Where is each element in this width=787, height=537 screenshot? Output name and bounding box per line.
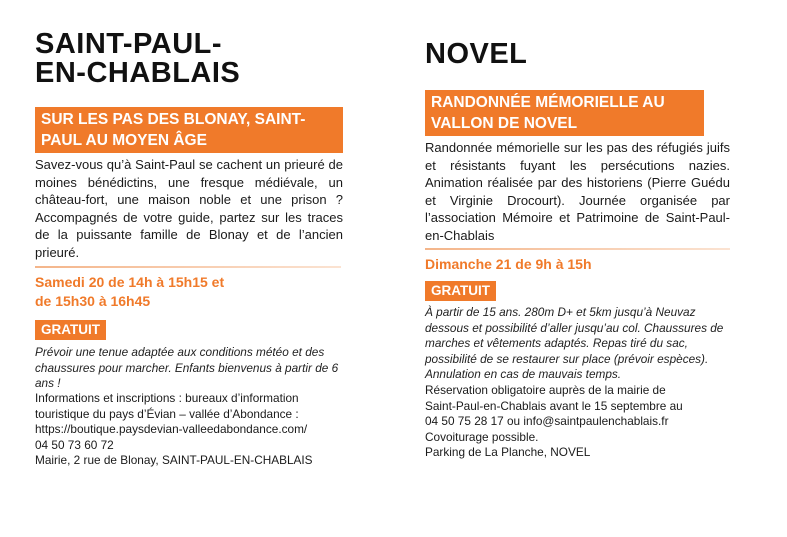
- city-title: NOVEL: [425, 38, 528, 70]
- event-note: Prévoir une tenue adaptée aux conditions météo et des chaussures pour marcher. Enfants bienvenus à partir de 6 ans !: [35, 345, 339, 390]
- event-info: Réservation obligatoire auprès de la mairie de Saint-Paul-en-Chablais avant le 15 septembre au 04 50 75 28 17 ou info@saintpaulenchablais.fr Covoiturage possible. Parking de La Planche, NOVEL: [425, 383, 683, 459]
- event-date: Dimanche 21 de 9h à 15h: [425, 256, 592, 272]
- event-title-banner: RANDONNÉE MÉMORIELLE AU VALLON DE NOVEL: [425, 90, 704, 136]
- divider: [35, 266, 341, 268]
- divider: [425, 248, 730, 250]
- event-date: Samedi 20 de 14h à 15h15 et de 15h30 à 16h45: [35, 274, 225, 309]
- event-description: Randonnée mémorielle sur les pas des réfugiés juifs et résistants fuyant les persécutions nazies. Animation réalisée par des historiens (Pierre Guédu et Virginie Drocourt). Journée organisée par l’association Mémoire et Patrimoine de Saint-Paul-en-Chablais: [425, 140, 730, 243]
- city-title: SAINT-PAUL- EN-CHABLAIS: [35, 28, 241, 89]
- event-title-banner: SUR LES PAS DES BLONAY, SAINT-PAUL AU MOYEN ÂGE: [35, 107, 343, 153]
- event-info: Informations et inscriptions : bureaux d’information touristique du pays d’Évian – vallée d’Abondance : https://boutique.paysdevian-valleedabondance.com/ 04 50 73 60 72 Mairie, 2 rue de Blonay, SAINT-PAUL-EN-CHABLAIS: [35, 391, 313, 467]
- event-description: Savez-vous qu’à Saint-Paul se cachent un prieuré de moines bénédictins, une fresque médiévale, un château-fort, une maison noble et une prison ? Accompagnés de votre guide, partez sur les traces de la puissante famille de Blonay et de l’ancien prieuré.: [35, 157, 343, 260]
- free-badge: GRATUIT: [35, 320, 106, 340]
- free-badge: GRATUIT: [425, 281, 496, 301]
- event-note: À partir de 15 ans. 280m D+ et 5km jusqu’à Neuvaz dessous et possibilité d’aller jusqu’au col. Chaussures de marches et vêtements adaptés. Repas tiré du sac, possibilité de se restaurer sur place (prévoir espèces). Annulation en cas de mauvais temps.: [425, 305, 724, 381]
